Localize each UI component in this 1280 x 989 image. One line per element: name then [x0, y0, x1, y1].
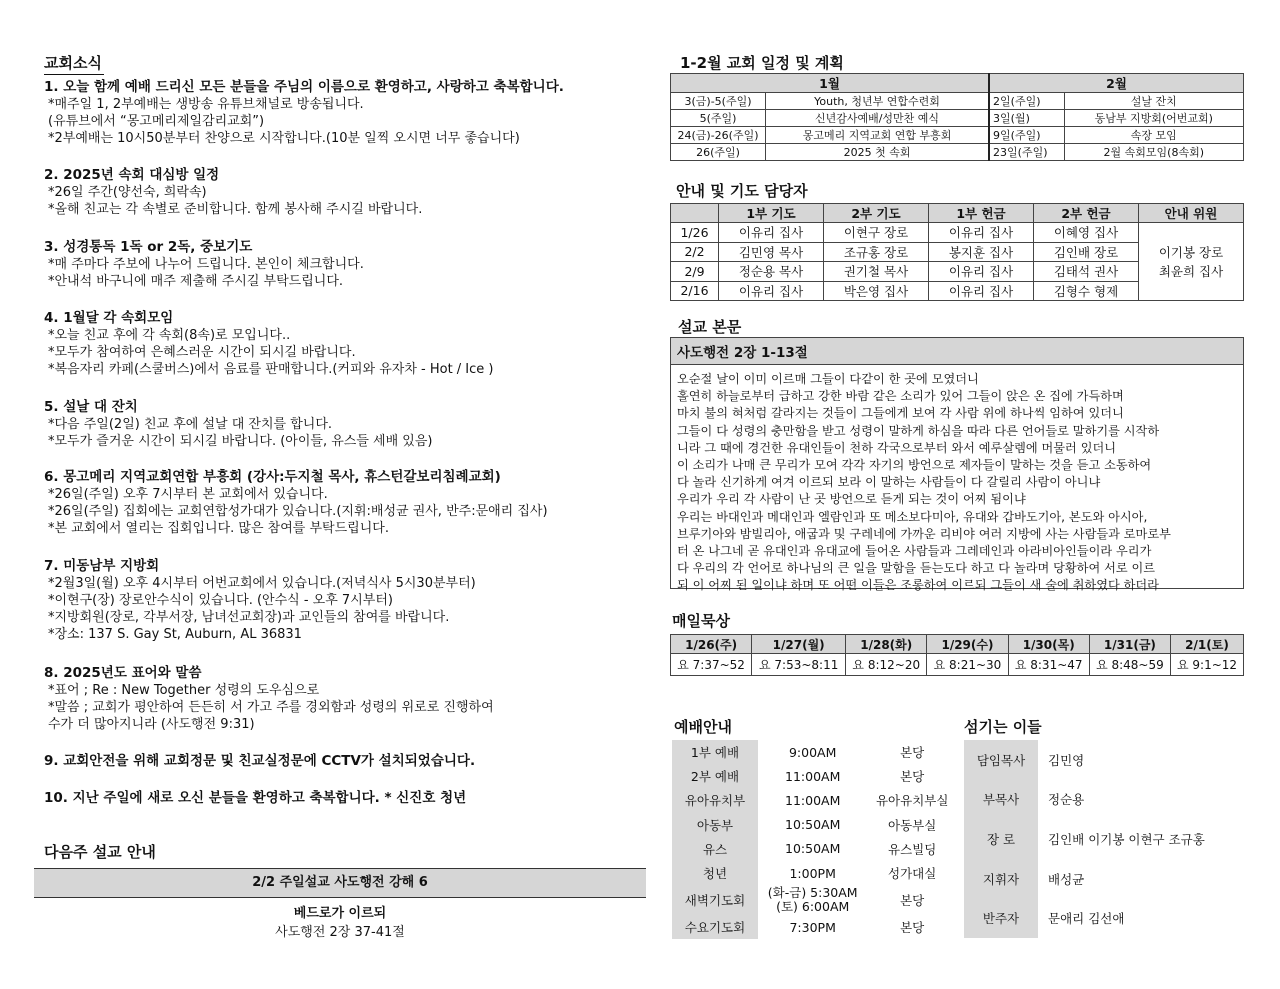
servers-table [964, 740, 1244, 938]
sermon-line: 우리는 바대인과 메대인과 엘람인과 또 메소보다미아, 유대와 갑바도기아, 본도와 아시아, [677, 509, 1148, 524]
schedule-date: 24(금)-26(주일) [671, 127, 766, 144]
schedule-table [670, 73, 1244, 161]
worship-place: 유스빌딩 [888, 841, 937, 857]
prayer-cell: 권기철 목사 [824, 262, 929, 282]
news-item-title: 4. 1월달 각 속회모임 [44, 310, 174, 326]
prayer-table [670, 203, 1244, 301]
news-item-line: *26일(주일) 집회에는 교회연합성가대가 있습니다.(지휘:배성균 권사, 반주:문애리 집사) [48, 504, 548, 519]
prayer-cell: 박은영 집사 [824, 281, 929, 301]
next-sermon-title: 베드로가 이르되 [293, 906, 387, 921]
worship-time-line: (토) 6:00AM [776, 899, 850, 915]
server-names: 문애리 김선애 [1048, 911, 1125, 927]
server-role: 반주자 [964, 898, 1038, 938]
daily-reading: 요 8:31~47 [1008, 654, 1089, 676]
news-item-title: 3. 성경통독 1독 or 2독, 중보기도 [44, 239, 253, 255]
server-role: 장 로 [964, 819, 1038, 859]
news-item [44, 309, 494, 378]
sermon-line: 마치 불의 혀처럼 갈라지는 것들이 그들에게 보여 각 사람 위에 하나씩 임하여 있더니 [677, 406, 1124, 421]
prayer-header: 안내 위원 [1139, 204, 1244, 223]
news-item-line: *오늘 친교 후에 각 속회(8속)로 모입니다.. [48, 328, 291, 343]
worship-name: 새벽기도회 [672, 885, 758, 915]
schedule-date: 2일(주일) [989, 93, 1064, 110]
server-role: 지휘자 [964, 859, 1038, 899]
news-item-line: *모두가 즐거운 시간이 되시길 바랍니다. (아이들, 유스들 세배 있음) [48, 434, 433, 449]
news-item-line: *본 교회에서 열리는 집회입니다. 많은 참여를 부탁드립니다. [48, 521, 389, 536]
news-item [44, 78, 564, 147]
news-item-line: *매 주마다 주보에 나누어 드립니다. 본인이 체크합니다. [48, 257, 364, 272]
prayer-cell: 2/9 [671, 262, 719, 282]
worship-place: 본당 [900, 920, 925, 936]
worship-time: 10:50AM [785, 841, 841, 857]
worship-place: 본당 [900, 745, 925, 761]
worship-name: 유아유치부 [672, 788, 758, 812]
usher-name: 이기봉 장로 [1158, 244, 1224, 260]
news-item [44, 468, 548, 537]
worship-time: 7:30PM [789, 919, 836, 935]
worship-time-line: (화-금) 5:30AM [767, 885, 858, 901]
prayer-cell: 이현구 장로 [824, 223, 929, 243]
news-item-title: 10. 지난 주일에 새로 오신 분들을 환영하고 축복합니다. * 신진호 청년 [44, 790, 467, 806]
daily-table [670, 634, 1244, 676]
news-item-line: *말씀 ; 교회가 평안하여 든든히 서 가고 주를 경외함과 성령의 위로로 진행하여 [48, 700, 494, 715]
servers-heading: 섬기는 이들 [964, 718, 1042, 736]
schedule-date: 5(주일) [671, 110, 766, 127]
daily-day: 1/29(수) [927, 635, 1008, 654]
sermon-text [671, 365, 1243, 599]
worship-time [758, 885, 867, 915]
prayer-cell: 2/2 [671, 242, 719, 262]
server-names: 김민영 [1048, 752, 1085, 768]
sermon-line: 우리가 우리 각 사람이 난 곳 방언으로 듣게 되는 것이 어찌 됨이냐 [677, 492, 1026, 507]
prayer-cell: 이유리 집사 [929, 223, 1034, 243]
news-item-line: *장소: 137 S. Gay St, Auburn, AL 36831 [48, 627, 302, 642]
news-item-line: *안내석 바구니에 매주 제출해 주시길 부탁드립니다. [48, 274, 344, 289]
prayer-header: 1부 헌금 [929, 204, 1034, 223]
church-news-title: 교회소식 [44, 52, 104, 75]
news-item-title: 5. 설날 대 잔치 [44, 399, 138, 415]
schedule-heading: 1-2월 교회 일정 및 계획 [680, 54, 844, 72]
worship-time: 11:00AM [785, 768, 841, 784]
worship-row [672, 915, 957, 939]
sermon-passage: 사도행전 2장 1-13절 [671, 338, 1243, 365]
prayer-cell: 조규홍 장로 [824, 242, 929, 262]
server-row [964, 859, 1244, 899]
worship-name: 수요기도회 [672, 915, 758, 939]
schedule-row [671, 144, 1244, 161]
schedule-date: 23일(주일) [989, 144, 1064, 161]
worship-table [672, 740, 957, 939]
daily-day: 1/31(금) [1089, 635, 1170, 654]
news-item-line: *지방회원(장로, 각부서장, 남녀선교회장)과 교인들의 참여를 바랍니다. [48, 610, 450, 625]
news-item [44, 752, 475, 770]
sermon-line: 다 우리의 각 언어로 하나님의 큰 일을 말함을 듣는도다 하고 다 놀라며 당황하여 서로 이르 [677, 561, 1156, 576]
schedule-event: 2월 속회모임(8속회) [1064, 144, 1243, 161]
next-sermon-box [34, 868, 646, 938]
sermon-box [670, 337, 1244, 593]
server-names: 정순용 [1048, 792, 1085, 808]
daily-reading: 요 8:12~20 [846, 654, 927, 676]
prayer-header: 2부 기도 [824, 204, 929, 223]
worship-name: 1부 예배 [672, 740, 758, 764]
server-names: 배성균 [1048, 871, 1085, 887]
worship-row [672, 837, 957, 861]
schedule-month2: 2월 [989, 74, 1243, 93]
prayer-cell: 김민영 목사 [719, 242, 824, 262]
prayer-cell: 이유리 집사 [719, 281, 824, 301]
news-item-line: *이현구(장) 장로안수식이 있습니다. (안수식 - 오후 7시부터) [48, 593, 393, 608]
daily-reading: 요 9:1~12 [1171, 654, 1244, 676]
news-item [44, 664, 494, 733]
prayer-heading: 안내 및 기도 담당자 [676, 182, 808, 200]
prayer-header: 1부 기도 [719, 204, 824, 223]
worship-name: 아동부 [672, 813, 758, 837]
daily-day: 1/27(월) [752, 635, 846, 654]
news-item-title: 7. 미동남부 지방회 [44, 558, 160, 574]
schedule-date: 9일(주일) [989, 127, 1064, 144]
news-item-line: *복음자리 카페(스쿨버스)에서 음료를 판매합니다.(커피와 유자차 - Hot / Ice ) [48, 362, 494, 377]
daily-reading: 요 7:53~8:11 [752, 654, 846, 676]
worship-time: 9:00AM [788, 744, 837, 760]
sermon-line: 다 놀라 신기하게 여겨 이르되 보라 이 말하는 사람들이 다 갈릴리 사람이 아니냐 [677, 475, 1101, 490]
worship-name: 유스 [672, 837, 758, 861]
worship-place: 아동부실 [888, 817, 937, 833]
server-names: 김인배 이기봉 이현구 조규홍 [1048, 831, 1205, 847]
server-role: 담임목사 [964, 740, 1038, 780]
news-item-line: *표어 ; Re : New Together 성령의 도우심으로 [48, 683, 320, 698]
sermon-line: 니라 그 때에 경건한 유대인들이 천하 각국으로부터 와서 예루살렘에 머물러 있더니 [677, 440, 1117, 455]
news-item-title: 1. 오늘 함께 예배 드리신 모든 분들을 주님의 이름으로 환영하고, 사랑하고 축복합니다. [44, 79, 564, 95]
daily-reading: 요 8:48~59 [1089, 654, 1170, 676]
sermon-line: 이 소리가 나매 큰 무리가 모여 각각 자기의 방언으로 제자들이 말하는 것을 듣고 소동하여 [677, 458, 1152, 473]
worship-heading: 예배안내 [674, 718, 732, 736]
next-sermon-passage: 사도행전 2장 37-41절 [275, 925, 405, 940]
news-item [44, 238, 364, 290]
news-item [44, 789, 466, 807]
next-sermon-heading: 다음주 설교 안내 [44, 843, 156, 861]
prayer-cell: 2/16 [671, 281, 719, 301]
worship-place: 유아유치부실 [875, 793, 949, 809]
news-item-title: 9. 교회안전을 위해 교회정문 및 친교실정문에 CCTV가 설치되었습니다. [44, 753, 476, 769]
schedule-event: Youth, 청년부 연합수련회 [766, 93, 990, 110]
prayer-cell: 이유리 집사 [929, 281, 1034, 301]
sermon-line: 그들이 다 성령의 충만함을 받고 성령이 말하게 하심을 따라 다른 언어들로 말하기를 시작하 [677, 423, 1160, 438]
worship-place: 본당 [900, 893, 925, 909]
sermon-line: 홀연히 하늘로부터 급하고 강한 바람 같은 소리가 있어 그들이 앉은 온 집에 가득하며 [677, 389, 1124, 404]
prayer-cell: 김태석 권사 [1034, 262, 1139, 282]
schedule-month1: 1월 [671, 74, 990, 93]
news-item-line: *모두가 참여하여 은혜스러운 시간이 되시길 바랍니다. [48, 345, 356, 360]
daily-heading: 매일묵상 [672, 612, 730, 630]
schedule-row [671, 127, 1244, 144]
prayer-cell: 1/26 [671, 223, 719, 243]
news-item-line: *26일(주일) 오후 7시부터 본 교회에서 있습니다. [48, 487, 328, 502]
sermon-line: 브루기아와 밤빌리아, 애굽과 및 구레네에 가까운 리비야 여러 지방에 사는 사람들과 로마로부 [677, 526, 1171, 541]
sermon-line: 되 이 어찌 된 일이냐 하며 또 어떤 이들은 조롱하여 이르되 그들이 새 술에 취하였다 하더라 [677, 578, 1159, 593]
server-row [964, 740, 1244, 780]
worship-row [672, 740, 957, 764]
server-row [964, 898, 1244, 938]
worship-place: 본당 [900, 769, 925, 785]
prayer-cell: 이유리 집사 [929, 262, 1034, 282]
prayer-header: 2부 헌금 [1034, 204, 1139, 223]
news-item-title: 6. 몽고메리 지역교회연합 부흥회 (강사:두지철 목사, 휴스턴갈보리침례교회) [44, 469, 501, 485]
news-item-line: (유튜브에서 “몽고메리제일감리교회”) [48, 114, 265, 129]
prayer-cell: 이유리 집사 [719, 223, 824, 243]
worship-time: 1:00PM [789, 865, 836, 881]
usher-name: 최윤희 집사 [1158, 263, 1224, 279]
schedule-event: 2025 첫 속회 [766, 144, 990, 161]
news-item-line: *다음 주일(2일) 친교 후에 설날 대 잔치를 합니다. [48, 417, 333, 432]
worship-row [672, 813, 957, 837]
worship-name: 2부 예배 [672, 764, 758, 788]
ushers-cell [1139, 223, 1244, 301]
daily-day: 1/26(주) [671, 635, 752, 654]
worship-place: 성가대실 [888, 866, 937, 882]
server-row [964, 819, 1244, 859]
daily-day: 1/30(목) [1008, 635, 1089, 654]
schedule-event: 몽고메리 지역교회 연합 부흥회 [766, 127, 990, 144]
schedule-event: 동남부 지방회(어번교회) [1064, 110, 1243, 127]
worship-name: 청년 [672, 861, 758, 885]
schedule-date: 3일(월) [989, 110, 1064, 127]
prayer-cell: 이혜영 집사 [1034, 223, 1139, 243]
schedule-event: 신년감사예배/성만찬 예식 [766, 110, 990, 127]
prayer-cell: 봉지훈 집사 [929, 242, 1034, 262]
daily-day: 2/1(토) [1171, 635, 1244, 654]
daily-reading: 요 7:37~52 [671, 654, 752, 676]
daily-reading: 요 8:21~30 [927, 654, 1008, 676]
worship-row [672, 885, 957, 915]
news-item-title: 8. 2025년도 표어와 말씀 [44, 665, 202, 681]
worship-row [672, 788, 957, 812]
news-item-line: *2부예배는 10시50분부터 찬양으로 시작합니다.(10분 일찍 오시면 너무 좋습니다) [48, 131, 520, 146]
news-item-title: 2. 2025년 속회 대심방 일정 [44, 167, 220, 183]
next-sermon-bar: 2/2 주일설교 사도행전 강해 6 [34, 868, 646, 898]
news-item-line: *올해 친교는 각 속별로 준비합니다. 함께 봉사해 주시길 바랍니다. [48, 202, 423, 217]
server-role: 부목사 [964, 780, 1038, 820]
news-item [44, 166, 422, 218]
schedule-row [671, 110, 1244, 127]
sermon-line: 오순절 날이 이미 이르매 그들이 다같이 한 곳에 모였더니 [677, 372, 979, 386]
news-item-line: 수가 더 많아지니라 (사도행전 9:31) [48, 717, 255, 732]
prayer-cell: 김형수 형제 [1034, 281, 1139, 301]
news-item-line: *26일 주간(양선숙, 희락속) [48, 185, 207, 200]
server-row [964, 780, 1244, 820]
worship-row [672, 764, 957, 788]
worship-time: 10:50AM [785, 817, 841, 833]
schedule-row [671, 93, 1244, 110]
prayer-row [671, 223, 1244, 243]
worship-row [672, 861, 957, 885]
sermon-heading: 설교 본문 [678, 318, 742, 336]
schedule-date: 26(주일) [671, 144, 766, 161]
prayer-cell: 김인배 장로 [1034, 242, 1139, 262]
schedule-event: 설날 잔치 [1064, 93, 1243, 110]
schedule-event: 속장 모임 [1064, 127, 1243, 144]
news-item [44, 398, 432, 450]
prayer-header [671, 204, 719, 223]
news-item [44, 557, 476, 643]
worship-time: 11:00AM [785, 792, 841, 808]
prayer-cell: 정순용 목사 [719, 262, 824, 282]
sermon-line: 터 온 나그네 곧 유대인과 유대교에 들어온 사람들과 그레데인과 아라비아인들이라 우리가 [677, 544, 1152, 559]
schedule-date: 3(금)-5(주일) [671, 93, 766, 110]
daily-day: 1/28(화) [846, 635, 927, 654]
news-item-line: *매주일 1, 2부예배는 생방송 유튜브채널로 방송됩니다. [48, 97, 364, 112]
news-item-line: *2월3일(월) 오후 4시부터 어번교회에서 있습니다.(저녁식사 5시30분부터) [48, 576, 476, 591]
